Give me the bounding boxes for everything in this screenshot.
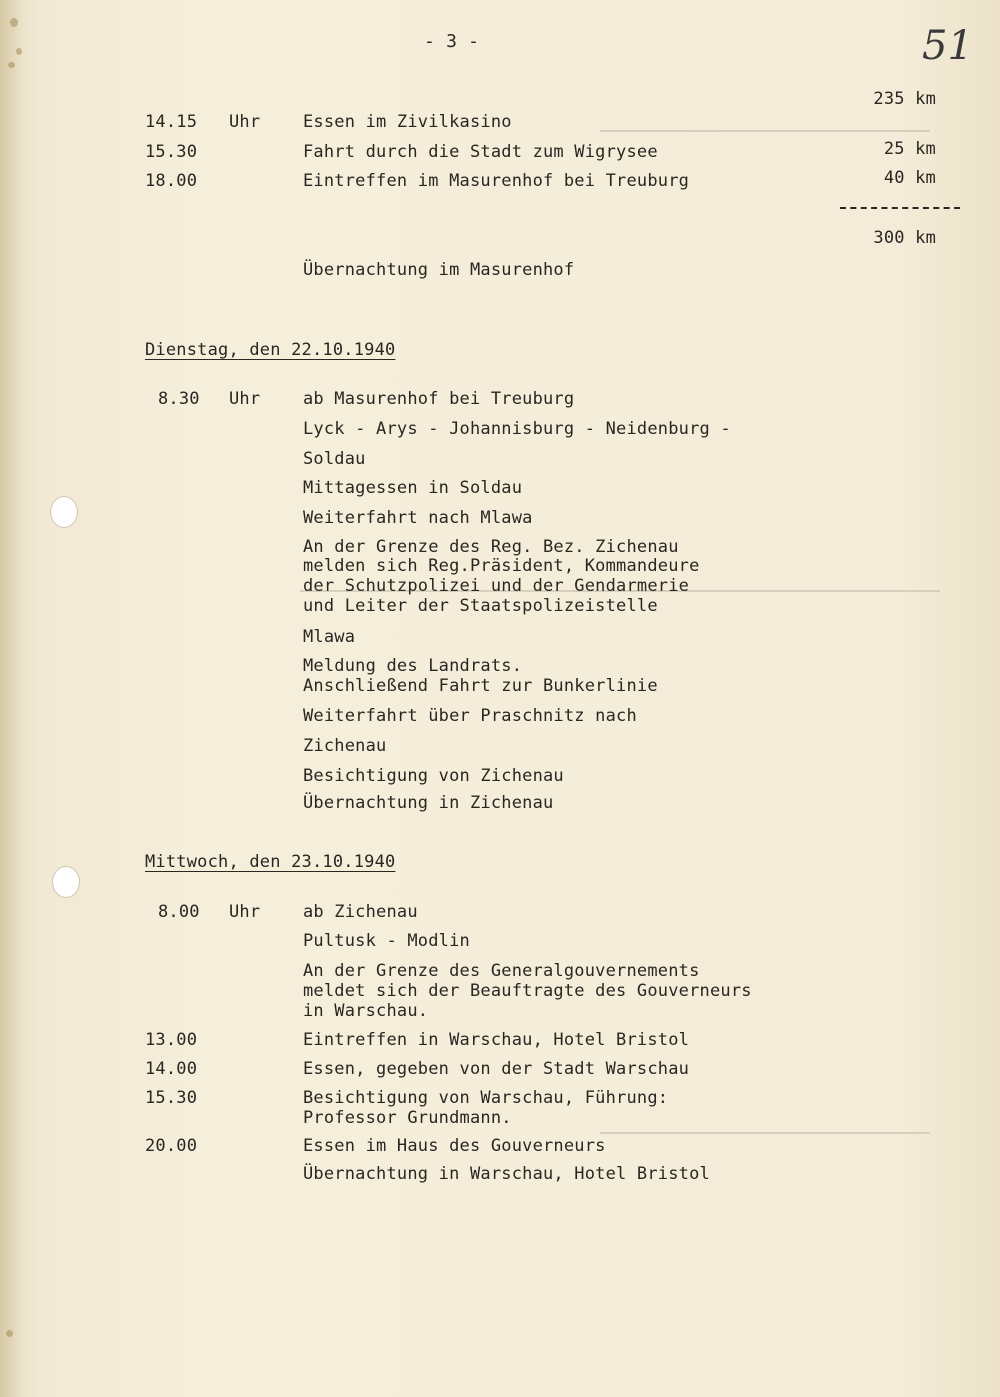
row-text: Übernachtung in Zichenau	[303, 793, 554, 813]
punch-hole	[50, 496, 78, 528]
row-time: 13.00	[145, 1030, 198, 1050]
row-time: 8.00	[158, 902, 200, 922]
sum-rule	[840, 207, 960, 209]
page-number: - 3 -	[424, 31, 480, 52]
foxing-spot	[8, 62, 15, 68]
row-text: Übernachtung im Masurenhof	[303, 260, 575, 280]
bleed-through-line	[600, 110, 930, 132]
row-text: Meldung des Landrats.	[303, 656, 523, 676]
day-heading: Mittwoch, den 23.10.1940	[145, 852, 396, 872]
row-text: Essen, gegeben von der Stadt Warschau	[303, 1059, 690, 1079]
distance-value: 235 km	[873, 89, 936, 109]
handwritten-folio-number: 51	[922, 23, 974, 69]
row-text: Eintreffen im Masurenhof bei Treuburg	[303, 171, 690, 191]
row-text: Mlawa	[303, 627, 356, 647]
row-unit: Uhr	[229, 902, 261, 922]
row-text: Pultusk - Modlin	[303, 931, 470, 951]
binding-edge-shadow	[0, 0, 22, 1397]
row-text: An der Grenze des Generalgouvernements	[303, 961, 700, 981]
distance-value: 40 km	[883, 168, 936, 188]
row-text: melden sich Reg.Präsident, Kommandeure	[303, 556, 700, 576]
row-text: ab Masurenhof bei Treuburg	[303, 389, 575, 409]
row-text: Fahrt durch die Stadt zum Wigrysee	[303, 142, 658, 162]
distance-value: 25 km	[883, 139, 936, 159]
row-text: Professor Grundmann.	[303, 1108, 512, 1128]
row-text: Besichtigung von Warschau, Führung:	[303, 1088, 669, 1108]
row-text: Weiterfahrt über Praschnitz nach	[303, 706, 637, 726]
row-time: 15.30	[145, 1088, 198, 1108]
row-text: Zichenau	[303, 736, 387, 756]
row-time: 14.15	[145, 112, 198, 132]
row-text: Essen im Zivilkasino	[303, 112, 512, 132]
punch-hole	[52, 866, 80, 898]
row-text: Anschließend Fahrt zur Bunkerlinie	[303, 676, 658, 696]
row-unit: Uhr	[229, 112, 261, 132]
distance-total: 300 km	[873, 228, 936, 248]
row-time: 15.30	[145, 142, 198, 162]
row-text: und Leiter der Staatspolizeistelle	[303, 596, 658, 616]
row-text: Übernachtung in Warschau, Hotel Bristol	[303, 1164, 710, 1184]
row-time: 8.30	[158, 389, 200, 409]
row-text: ab Zichenau	[303, 902, 418, 922]
row-text: Soldau	[303, 449, 366, 469]
foxing-spot	[10, 18, 18, 27]
row-unit: Uhr	[229, 389, 261, 409]
row-text: Mittagessen in Soldau	[303, 478, 523, 498]
foxing-spot	[16, 48, 22, 55]
row-text: in Warschau.	[303, 1001, 429, 1021]
row-text: Besichtigung von Zichenau	[303, 766, 564, 786]
row-time: 14.00	[145, 1059, 198, 1079]
row-text: der Schutzpolizei und der Gendarmerie	[303, 576, 690, 596]
row-text: Eintreffen in Warschau, Hotel Bristol	[303, 1030, 690, 1050]
row-text: Weiterfahrt nach Mlawa	[303, 508, 533, 528]
row-text: meldet sich der Beauftragte des Gouverneurs	[303, 981, 752, 1001]
row-text: Lyck - Arys - Johannisburg - Neidenburg -	[303, 419, 731, 439]
row-text: An der Grenze des Reg. Bez. Zichenau	[303, 537, 679, 557]
row-time: 20.00	[145, 1136, 198, 1156]
row-text: Essen im Haus des Gouverneurs	[303, 1136, 606, 1156]
day-heading: Dienstag, den 22.10.1940	[145, 340, 396, 360]
row-time: 18.00	[145, 171, 198, 191]
foxing-spot	[6, 1330, 13, 1337]
bleed-through-line	[600, 1132, 930, 1135]
